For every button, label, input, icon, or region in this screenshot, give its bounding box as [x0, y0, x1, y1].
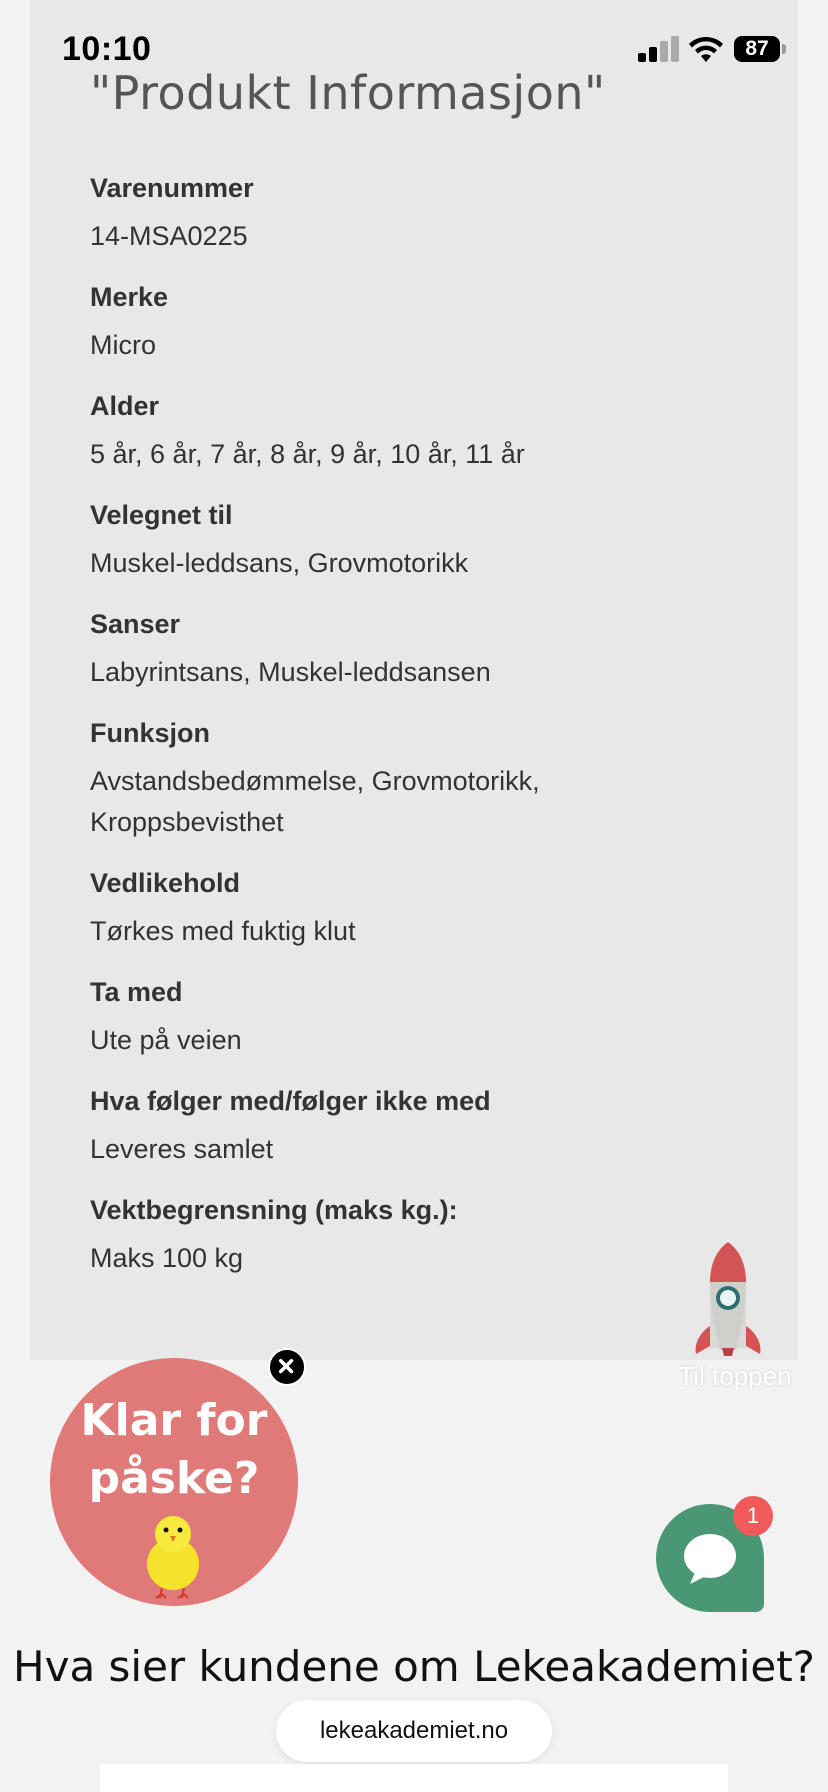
battery-icon: 87	[734, 36, 780, 62]
chat-notification-badge: 1	[733, 1496, 773, 1536]
info-value: Leveres samlet	[90, 1134, 274, 1164]
info-item-ta-med	[90, 974, 770, 1061]
info-item-sanser	[90, 606, 770, 693]
reviews-panel	[100, 1764, 728, 1792]
info-label: Merke	[90, 282, 169, 312]
info-label: Velegnet til	[90, 500, 233, 530]
status-icons	[638, 36, 788, 66]
info-item-vedlikehold	[90, 865, 770, 952]
info-item-alder	[90, 388, 770, 475]
info-label: Sanser	[90, 609, 181, 639]
info-label: Ta med	[90, 977, 183, 1007]
info-item-velegnet-til	[90, 497, 770, 584]
info-value: Tørkes med fuktig klut	[90, 916, 356, 946]
info-value: Maks 100 kg	[90, 1243, 244, 1273]
cellular-signal-icon	[638, 36, 680, 62]
info-label: Vektbegrensning (maks kg.):	[90, 1195, 458, 1225]
info-item-funksjon	[90, 715, 770, 843]
status-time: 10:10	[62, 30, 152, 68]
info-label: Alder	[90, 391, 160, 421]
info-value: 14-MSA0225	[90, 221, 248, 251]
info-item-merke	[90, 279, 770, 366]
info-item-varenummer	[90, 170, 770, 257]
browser-url-bar[interactable]: lekeakademiet.no	[276, 1700, 552, 1762]
info-label: Vedlikehold	[90, 868, 241, 898]
page-title: "Produkt Informasjon"	[90, 66, 606, 120]
wifi-icon	[688, 36, 724, 64]
scroll-to-top-button[interactable]: Til toppen	[678, 1361, 792, 1391]
info-value: Muskel-leddsans, Grovmotorikk	[90, 548, 469, 578]
easter-promo-badge[interactable]	[50, 1358, 298, 1606]
info-label: Funksjon	[90, 718, 210, 748]
product-info-list	[90, 170, 770, 1301]
info-value: Labyrintsans, Muskel-leddsansen	[90, 657, 491, 687]
rocket-icon[interactable]	[686, 1238, 770, 1368]
info-value: Ute på veien	[90, 1025, 242, 1055]
close-icon[interactable]	[268, 1348, 306, 1386]
info-value: Micro	[90, 330, 156, 360]
battery-nub	[782, 44, 786, 54]
info-item-folger-med	[90, 1083, 770, 1170]
chick-icon	[138, 1508, 208, 1600]
info-label: Hva følger med/følger ikke med	[90, 1086, 491, 1116]
info-item-vektbegrensning	[90, 1192, 770, 1279]
reviews-headline: Hva sier kundene om Lekeakademiet?	[13, 1642, 815, 1691]
info-value: Avstandsbedømmelse, Grovmotorikk, Kroppsbevisthet	[90, 766, 540, 837]
promo-text: Klar for påske?	[80, 1395, 268, 1504]
info-label: Varenummer	[90, 173, 254, 203]
info-value: 5 år, 6 år, 7 år, 8 år, 9 år, 10 år, 11 år	[90, 439, 525, 469]
